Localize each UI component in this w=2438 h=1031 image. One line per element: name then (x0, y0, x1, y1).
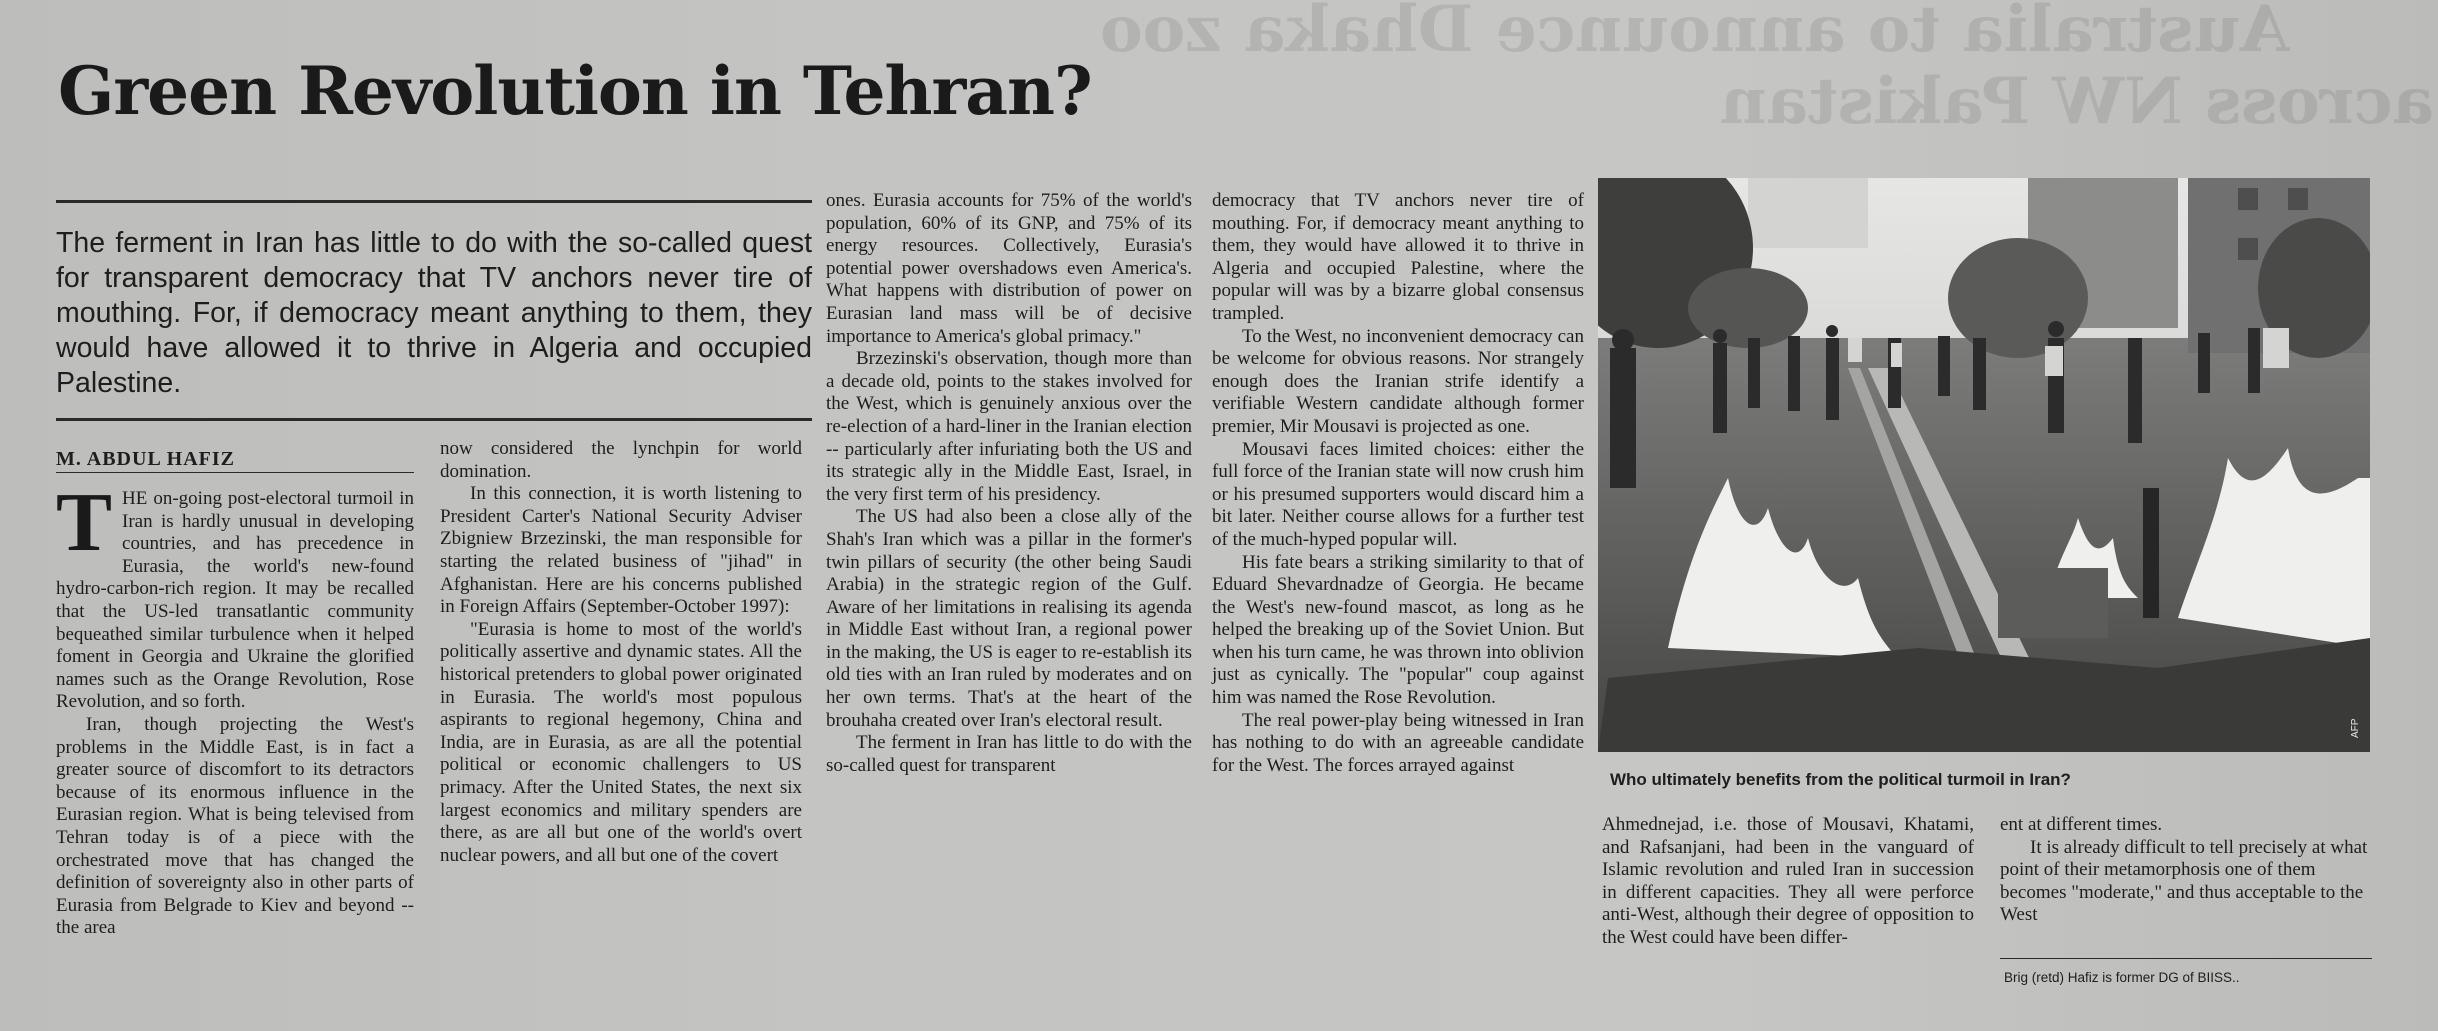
paragraph: "Eurasia is home to most of the world's politically assertive and dynamic states. All the historical pretenders to global power originated in Eurasia. The world's most populous aspirants to regional hegemony, China and India, are in Eurasia, as are all the potential political or economic challengers to US primacy. After the United States, the next six largest economics and military spenders are there, as are all but one of the world's overt nuclear powers, and all but one of the covert (440, 618, 802, 866)
column-2 (440, 438, 802, 867)
paragraph: Mousavi faces limited choices: either the full force of the Iranian state will now crush him or his presumed supporters would discard him a bit later. Neither course allows for a further test of the much-hyped popular will. (1212, 438, 1584, 550)
paragraph: The US had also been a close ally of the Shah's Iran which was a pillar in the former's twin pillars of security (the other being Saudi Arabia) in the strategic region of the Gulf. Aware of her limitations in realising its agenda in Middle East without Iran, a regional power in the making, the US is eager to re-establish its old ties with an Iran ruled by moderates and on her own terms. That's at the heart of the brouhaha created over Iran's electoral result. (826, 506, 1192, 731)
paragraph (56, 476, 414, 714)
column-5 (1602, 814, 1974, 950)
headline: Green Revolution in Tehran? (58, 52, 1092, 130)
deck: The ferment in Iran has little to do with the so-called quest for transparent democracy that TV anchors never tire of mouthing. For, if democracy meant anything to them, they would have allowed it to thrive in Algeria and occupied Palestine. (56, 227, 812, 399)
paragraph: Ahmednejad, i.e. those of Mousavi, Khatami, and Rafsanjani, had been in the vanguard of Islamic revolution and ruled Iran in succession in different capacities. They all were perforce anti-West, although their degree of opposition to the West could have been differ- (1602, 814, 1974, 948)
news-photo (1598, 178, 2370, 752)
byline: M. ABDUL HAFIZ (56, 448, 236, 470)
paragraph: democracy that TV anchors never tire of mouthing. For, if democracy meant anything to them, they would have allowed it to thrive in Algeria and occupied Palestine, where the popular will was by a bizarre global consensus trampled. (1212, 190, 1584, 324)
paragraph-text: HE on-going post-electoral turmoil in Iran is hardly unusual in developing countries, and has precedence in Eurasia, the world's new-found hydro-carbon-rich region. It may be recalled that the US-led transatlantic community bequeathed similar turbulence when it helped foment in Georgia and Ukraine the glorified names such as the Orange Revolution, Rose Revolution, and so forth. (56, 488, 414, 713)
bleed-through-text: across NW Pakistan (1720, 64, 2434, 139)
column-1 (56, 476, 414, 940)
column-3 (826, 190, 1192, 777)
paragraph: The ferment in Iran has little to do with the so-called quest for transparent (826, 732, 1192, 776)
photo-caption: Who ultimately benefits from the political turmoil in Iran? (1610, 770, 2071, 789)
column-4 (1212, 190, 1584, 777)
column-6 (2000, 814, 2372, 927)
paragraph: In this connection, it is worth listening to President Carter's National Security Adviser Zbigniew Brzezinski, the man responsible for starting the related business of "jihad" in Afghanistan. Here are his concerns published in Foreign Affairs (September-October 1997): (440, 483, 802, 618)
bleed-through-text: Australia to announce Dhaka zoo (1100, 0, 2290, 67)
paragraph: ones. Eurasia accounts for 75% of the world's population, 60% of its GNP, and 75% of its energy resources. Collectively, Eurasia's potential power overshadows even America's. What happens with distribution of power on Eurasian land mass will be of decisive importance to America's global primacy." (826, 190, 1192, 347)
paragraph: The real power-play being witnessed in Iran has nothing to do with an agreeable candidate for the West. The forces arrayed against (1212, 709, 1584, 776)
paragraph: ent at different times. (2000, 814, 2163, 835)
paragraph: Iran, though projecting the West's problems in the Middle East, is in fact a greater source of discomfort to its detractors because of its enormous influence in the Eurasian region. What is being televised from Tehran today is of a piece with the orchestrated move that has changed the definition of sovereignty also in other parts of Eurasia from Belgrade to Kiev and beyond -- the area (56, 713, 414, 939)
deck-top-rule (56, 200, 812, 203)
author-note: Brig (retd) Hafiz is former DG of BIISS.. (2004, 970, 2240, 985)
paragraph: His fate bears a striking similarity to that of Eduard Shevardnadze of Georgia. He became the West's new-found mascot, as long as he helped the breaking up of the Soviet Union. But when his turn came, he was thrown into oblivion just as cynically. The "popular" coup against him was named the Rose Revolution. (1212, 551, 1584, 709)
paragraph: now considered the lynchpin for world domination. (440, 438, 802, 482)
deck-bottom-rule (56, 418, 812, 421)
author-note-rule (2000, 958, 2372, 959)
byline-rule (56, 472, 414, 473)
photo-credit: AFP (2350, 718, 2361, 738)
paragraph: Brzezinski's observation, though more than a decade old, points to the stakes involved for the West, which is genuinely anxious over the re-election of a hard-liner in the Iranian election -- particularly after infuriating both the US and its strategic ally in the Middle East, Israel, in the very first term of his presidency. (826, 348, 1192, 505)
drop-cap: T (56, 476, 113, 569)
paragraph: It is already difficult to tell precisely at what point of their metamorphosis one of them becomes "moderate," and thus acceptable to the West (2000, 836, 2368, 926)
paragraph: To the West, no inconvenient democracy can be welcome for obvious reasons. Nor strangely enough does the Iranian strife identify a verifiable Western candidate although former premier, Mir Mousavi is projected as one. (1212, 325, 1584, 437)
